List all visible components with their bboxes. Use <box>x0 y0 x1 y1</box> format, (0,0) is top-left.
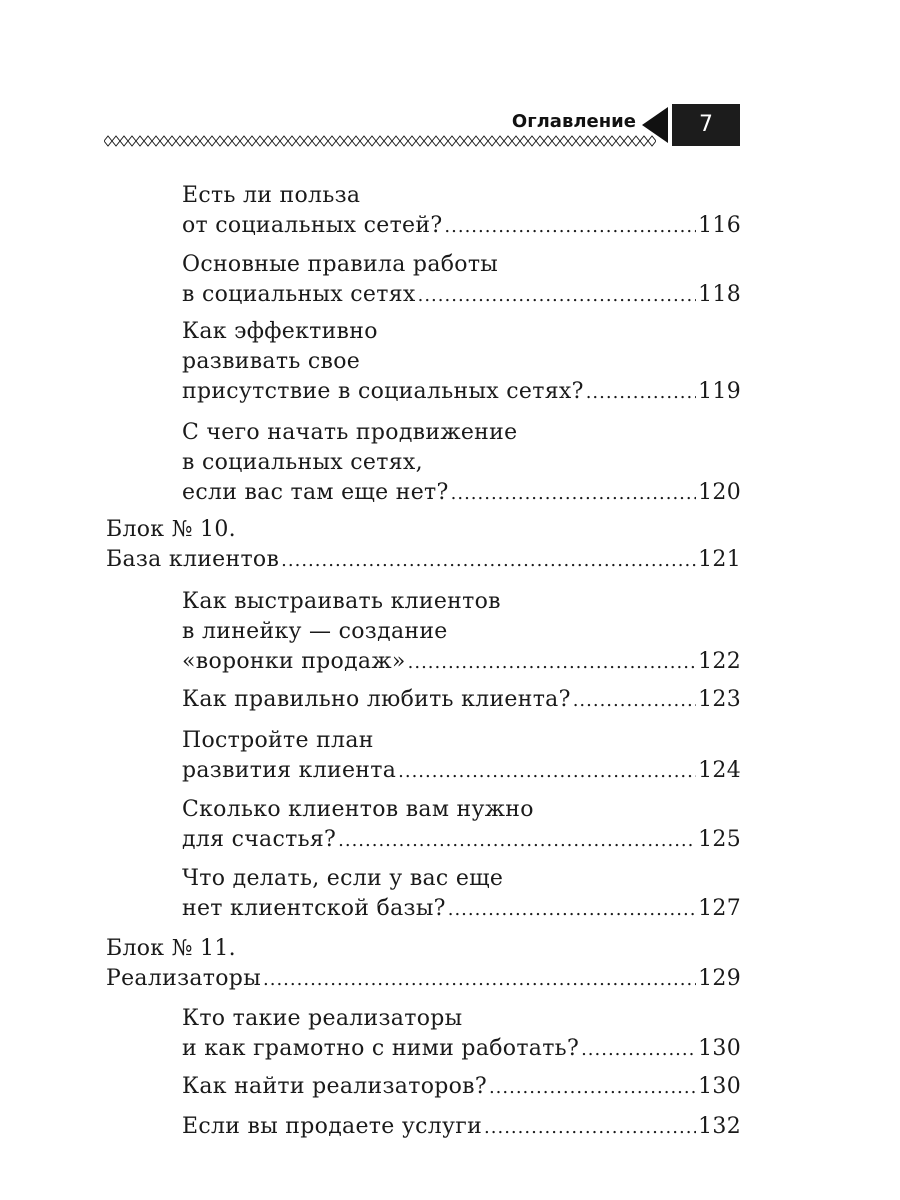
toc-page-number: 130 <box>698 1074 741 1099</box>
dot-leader <box>263 964 696 995</box>
toc-page-number: 124 <box>698 758 741 783</box>
toc-page-number: 118 <box>698 282 741 307</box>
toc-block-title: Реализаторы <box>106 966 262 991</box>
toc-entry-line: Как найти реализаторов? <box>182 1074 487 1099</box>
dot-leader <box>408 647 696 678</box>
toc-entry[interactable] <box>182 864 741 924</box>
toc-entry[interactable] <box>182 685 741 715</box>
dot-leader <box>484 1112 696 1143</box>
toc-entry-line: Сколько клиентов вам нужно <box>182 797 534 822</box>
toc-entry-line: для счастья? <box>182 827 337 852</box>
toc-entry-line: «воронки продаж» <box>182 649 406 674</box>
toc-entry[interactable] <box>182 1112 741 1142</box>
toc-page-number: 120 <box>698 480 741 505</box>
toc-entry[interactable] <box>182 1072 741 1102</box>
toc-block-title: База клиентов <box>106 547 280 572</box>
dot-leader <box>398 756 696 787</box>
toc-page-number: 123 <box>698 687 741 712</box>
toc-page-number: 127 <box>698 896 741 921</box>
toc-entry-line: Как выстраивать клиентов <box>182 589 501 614</box>
toc-entry-line: в линейку — создание <box>182 619 448 644</box>
toc-entry[interactable] <box>182 1004 741 1064</box>
dot-leader <box>418 280 696 311</box>
dot-leader <box>444 211 696 242</box>
toc-page-number: 121 <box>698 547 741 572</box>
toc-entry-line: Основные правила работы <box>182 252 499 277</box>
toc-entry-line: Есть ли польза <box>182 183 361 208</box>
toc-entry[interactable] <box>182 317 741 407</box>
toc-page-number: 119 <box>698 379 741 404</box>
toc-entry-line: Кто такие реализаторы <box>182 1006 463 1031</box>
section-title: Оглавление <box>511 111 636 132</box>
toc-entry-line: от социальных сетей? <box>182 213 443 238</box>
dot-leader <box>573 685 696 716</box>
dot-leader <box>581 1034 696 1065</box>
toc-entry-line: Как правильно любить клиента? <box>182 687 571 712</box>
toc-entry[interactable] <box>182 250 741 310</box>
dot-leader <box>448 894 696 925</box>
toc-entry-line: присутствие в социальных сетях? <box>182 379 584 404</box>
page-number: 7 <box>672 104 740 146</box>
toc-block-label: Блок № 11. <box>106 936 236 961</box>
toc-entry-line: С чего начать продвижение <box>182 420 518 445</box>
toc-entry-line: развивать свое <box>182 349 361 374</box>
toc-entry-line: Что делать, если у вас еще <box>182 866 504 891</box>
toc-page-number: 132 <box>698 1114 741 1139</box>
dot-leader <box>586 377 696 408</box>
toc-entry-line: нет клиентской базы? <box>182 896 446 921</box>
toc-entry-line: Постройте план <box>182 728 374 753</box>
toc-page-number: 130 <box>698 1036 741 1061</box>
toc-entry[interactable] <box>182 726 741 786</box>
toc-entry[interactable] <box>182 418 741 508</box>
dot-leader <box>489 1072 696 1103</box>
toc-entry-line: Как эффективно <box>182 319 378 344</box>
toc-page-number: 129 <box>698 966 741 991</box>
toc-page-number: 116 <box>698 213 741 238</box>
ornament-divider <box>104 133 656 149</box>
toc-entry[interactable] <box>182 587 741 677</box>
dot-leader <box>281 545 696 576</box>
toc-entry-line: развития клиента <box>182 758 397 783</box>
toc-entry-line: в социальных сетях, <box>182 450 423 475</box>
dot-leader <box>451 478 696 509</box>
toc-entry-line: Если вы продаете услуги <box>182 1114 483 1139</box>
toc-entry[interactable] <box>182 795 741 855</box>
toc-page-number: 122 <box>698 649 741 674</box>
toc-entry-line: в социальных сетях <box>182 282 416 307</box>
toc-block-label: Блок № 10. <box>106 517 236 542</box>
toc-page-number: 125 <box>698 827 741 852</box>
toc-entry-line: если вас там еще нет? <box>182 480 449 505</box>
dot-leader <box>338 825 696 856</box>
toc-entry[interactable] <box>182 181 741 241</box>
toc-entry-line: и как грамотно с ними работать? <box>182 1036 580 1061</box>
toc-block-entry[interactable] <box>106 934 741 994</box>
toc-block-entry[interactable] <box>106 515 741 575</box>
